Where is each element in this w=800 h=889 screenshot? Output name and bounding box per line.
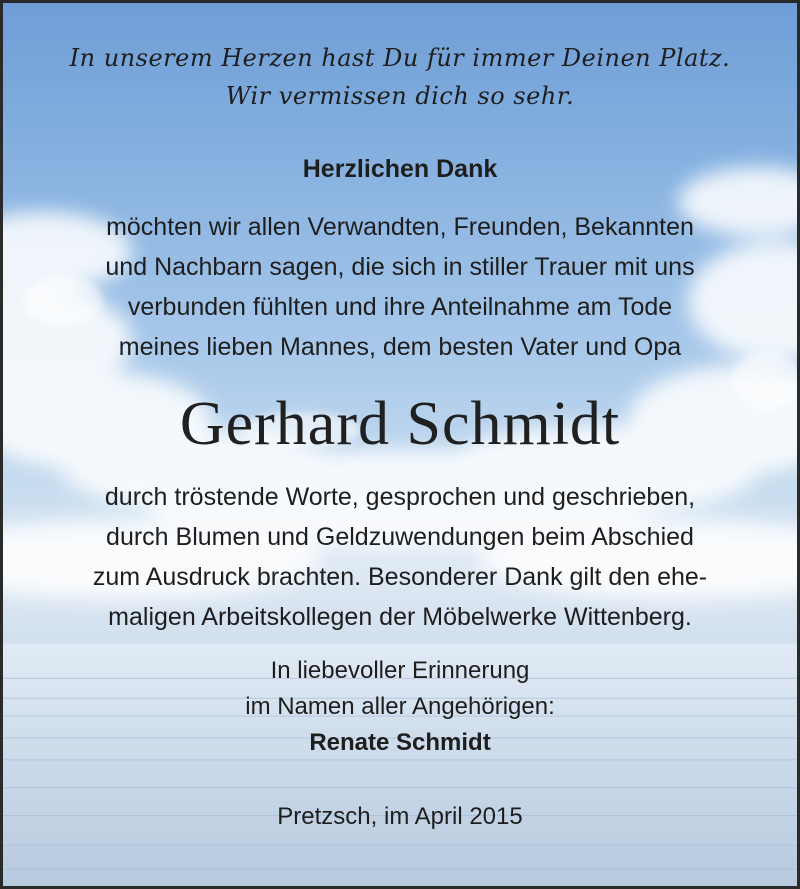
signer-name: Renate Schmidt	[309, 729, 491, 756]
text-line: verbunden fühlten und ihre Anteilnahme am Tode	[127, 293, 673, 321]
text-line: durch Blumen und Geldzuwendungen beim Abschied	[106, 523, 694, 551]
closing-line: In liebevoller Erinnerung	[270, 657, 530, 684]
closing-line: im Namen aller Angehörigen:	[245, 693, 555, 720]
deceased-name: Gerhard Schmidt	[179, 390, 621, 458]
text-line: maligen Arbeitskollegen der Möbelwerke Wittenberg.	[108, 603, 692, 631]
closing	[3, 653, 797, 761]
text-line: möchten wir allen Verwandten, Freunden, Bekannten	[106, 213, 694, 241]
text-line: durch tröstende Worte, gesprochen und geschrieben,	[104, 483, 696, 511]
place-and-date: Pretzsch, im April 2015	[277, 803, 523, 830]
text-line: und Nachbarn sagen, die sich in stiller Trauer mit uns	[105, 253, 695, 281]
heading: Herzlichen Dank	[302, 155, 498, 183]
motto-line: Wir vermissen dich so sehr.	[225, 82, 575, 110]
text-line: zum Ausdruck brachten. Besonderer Dank gilt den ehe-	[92, 563, 708, 591]
motto-line: In unserem Herzen hast Du für immer Deinen Platz.	[69, 44, 731, 72]
motto	[3, 39, 797, 115]
intro-paragraph	[23, 207, 777, 367]
thanks-paragraph	[23, 477, 777, 637]
text-line: meines lieben Mannes, dem besten Vater und Opa	[118, 333, 682, 361]
